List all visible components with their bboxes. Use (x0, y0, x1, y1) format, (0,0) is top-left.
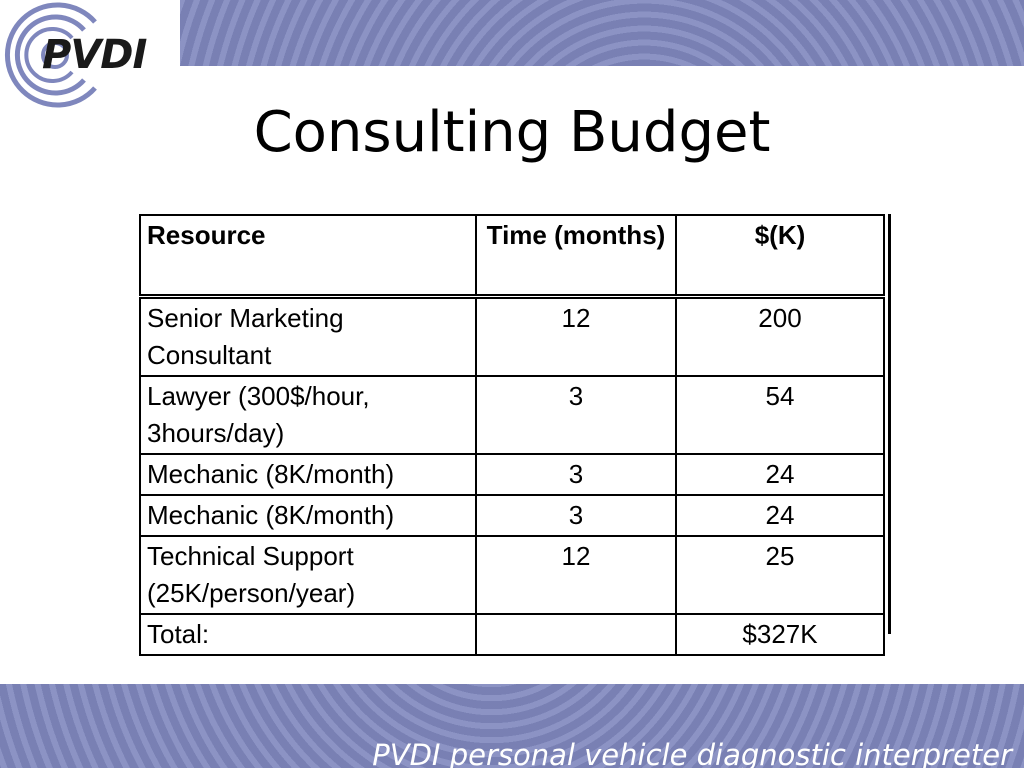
cell-cost: 200 (676, 297, 884, 377)
table-row (140, 536, 884, 614)
logo-text: PVDI (42, 32, 147, 78)
table-row (140, 454, 884, 495)
cell-cost: 24 (676, 495, 884, 536)
cell-total-label: Total: (140, 614, 476, 655)
cell-time: 3 (476, 376, 676, 454)
bottom-decorative-band (0, 684, 1024, 772)
cell-cost: 25 (676, 536, 884, 614)
cell-resource: Mechanic (8K/month) (140, 495, 476, 536)
cell-time: 3 (476, 454, 676, 495)
cell-time: 12 (476, 536, 676, 614)
table-row (140, 297, 884, 377)
cell-resource: Technical Support (25K/person/year) (140, 536, 476, 614)
header-cost: $(K) (676, 215, 884, 297)
cell-time: 12 (476, 297, 676, 377)
cell-resource: Mechanic (8K/month) (140, 454, 476, 495)
budget-table (139, 214, 885, 656)
table-total-row (140, 614, 884, 655)
table-row (140, 495, 884, 536)
page-title: Consulting Budget (253, 100, 771, 165)
pvdi-logo (0, 0, 180, 110)
cell-resource: Senior Marketing Consultant (140, 297, 476, 377)
cell-cost: 24 (676, 454, 884, 495)
header-resource: Resource (140, 215, 476, 297)
table-row (140, 376, 884, 454)
table-header-row (140, 215, 884, 297)
cell-time: 3 (476, 495, 676, 536)
footer-tagline: PVDI personal vehicle diagnostic interpreter (372, 738, 1012, 772)
cell-cost: 54 (676, 376, 884, 454)
top-decorative-band (180, 0, 1024, 66)
cell-total-cost: $327K (676, 614, 884, 655)
header-time: Time (months) (476, 215, 676, 297)
cell-resource: Lawyer (300$/hour, 3hours/day) (140, 376, 476, 454)
cell-time (476, 614, 676, 655)
